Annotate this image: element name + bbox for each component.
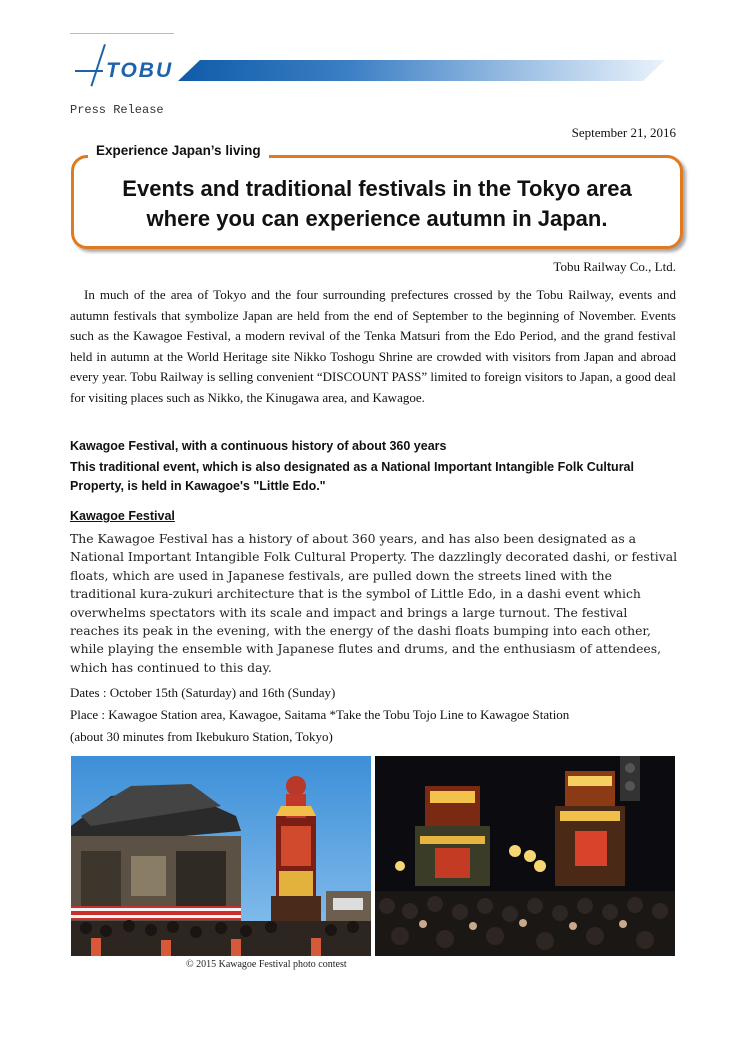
tobu-logo xyxy=(70,42,670,92)
section-heading: Kawagoe Festival, with a continuous history of about 360 years xyxy=(70,439,447,453)
section-subheading: This traditional event, which is also designated as a National Important Intangible Folk Cultural Property, is held in Kawagoe's "Little Edo." xyxy=(70,460,634,493)
festival-place: Place : Kawagoe Station area, Kawagoe, Saitama *Take the Tobu Tojo Line to Kawagoe Station xyxy=(70,707,570,722)
logo-slash-mark xyxy=(90,44,105,86)
company-name: Tobu Railway Co., Ltd. xyxy=(553,259,676,274)
festival-dates: Dates : October 15th (Saturday) and 16th (Sunday) xyxy=(70,685,336,700)
photo-daytime-float xyxy=(71,756,371,956)
release-date: September 21, 2016 xyxy=(571,125,676,140)
header-rule xyxy=(70,33,174,34)
photo-credit: © 2015 Kawagoe Festival photo contest xyxy=(186,959,347,970)
kawagoe-festival-title: Kawagoe Festival xyxy=(70,509,175,523)
headline-line-1: Events and traditional festivals in the Tokyo area xyxy=(122,176,632,201)
callout-tag: Experience Japan’s living xyxy=(88,143,269,158)
logo-text: TOBU xyxy=(106,59,174,82)
headline-title xyxy=(74,174,680,234)
festival-place-note: (about 30 minutes from Ikebukuro Station, Tokyo) xyxy=(70,729,333,744)
logo-line-mark xyxy=(75,70,103,72)
logo-gradient-bar xyxy=(178,60,665,81)
headline-line-2: where you can experience autumn in Japan. xyxy=(146,206,608,231)
intro-paragraph: In much of the area of Tokyo and the four surrounding prefectures crossed by the Tobu Railway, events and autumn festivals that symbolize Japan are held from the end of September to the beginning of November. Events such as the Kawagoe Festival, a modern revival of the Tenka Matsuri from the Edo Period, and the grand festival held in autumn at the World Heritage site Nikko Toshogu Shrine are crowded with visitors from Japan and abroad every year. Tobu Railway is selling convenient “DISCOUNT PASS” limited to foreign visitors to Japan, a good deal for visiting places such as Nikko, the Kinugawa area, and Kawagoe. xyxy=(70,287,676,405)
photo-night-floats xyxy=(375,756,675,956)
press-release-label: Press Release xyxy=(70,103,164,117)
festival-description: The Kawagoe Festival has a history of about 360 years, and has also been designated as a National Important Intangible Folk Cultural Property. The dazzlingly decorated dashi, or festival floats, which are used in Japanese festivals, are pulled down the streets lined with the traditional kura-zukuri architecture that is the symbol of Little Edo, in a dashi event which overwhelms spectators with its scale and impact and brings a large turnout. The festival reaches its peak in the evening, with the energy of the dashi floats bumping into each other, while playing the ensemble with Japanese flutes and drums, and the enthusiasm of attendees, which has continued to this day. xyxy=(70,531,678,675)
